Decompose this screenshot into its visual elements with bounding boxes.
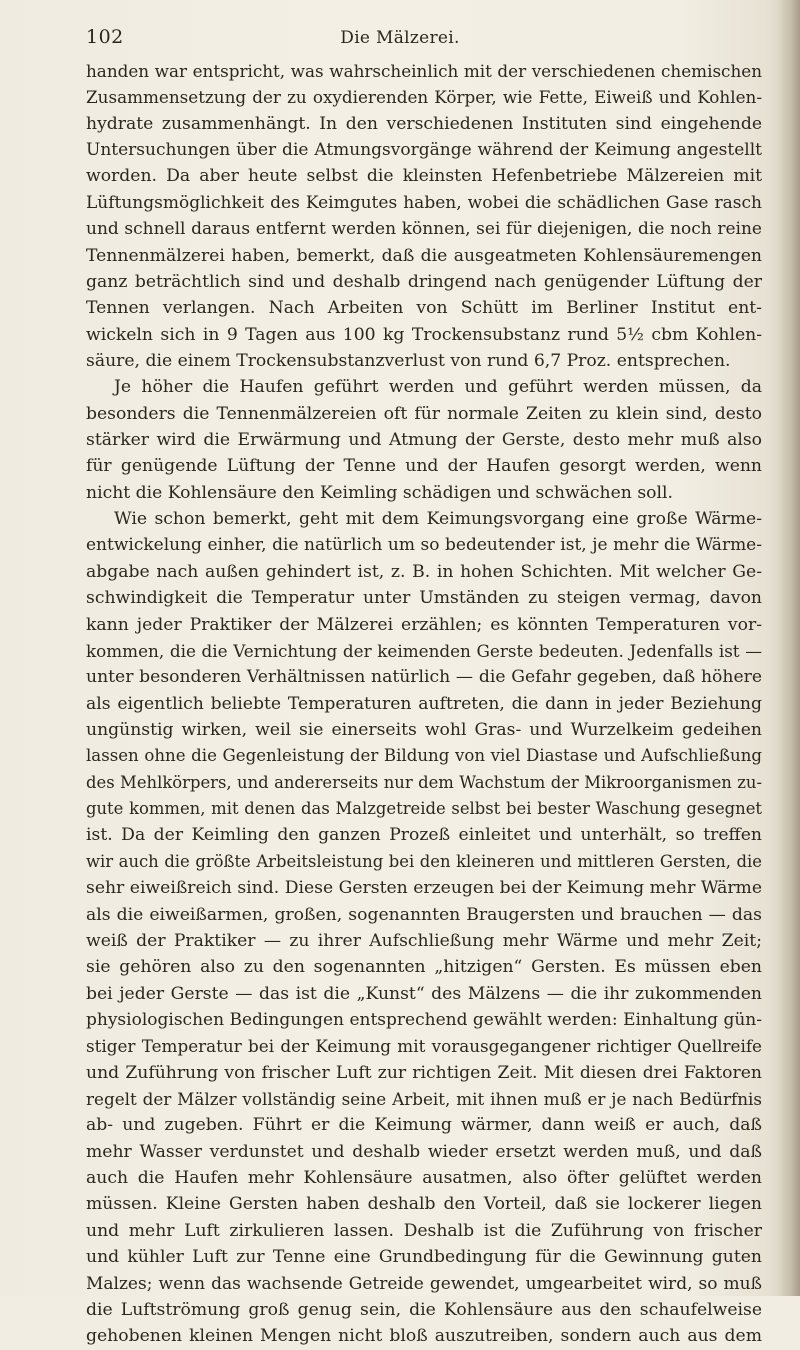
text-line: und schnell daraus entfernt werden können, sei für diejenigen, die noch reine xyxy=(86,219,762,240)
text-line: schwindigkeit die Temperatur unter Umständen zu steigen vermag, davon xyxy=(86,588,762,609)
text-line: worden. Da aber heute selbst die kleinsten Hefenbetriebe Mälzereien mit xyxy=(86,166,762,187)
text-line: nicht die Kohlensäure den Keimling schädigen und schwächen soll. xyxy=(86,482,673,503)
text-line: besonders die Tennenmälzereien oft für normale Zeiten zu klein sind, desto xyxy=(86,403,762,424)
text-line: Zusammensetzung der zu oxydierenden Körper, wie Fette, Eiweiß und Kohlen- xyxy=(86,87,762,108)
text-line: sie gehören also zu den sogenannten „hitzigen“ Gersten. Es müssen eben xyxy=(86,957,762,978)
text-line: gute kommen, mit denen das Malzgetreide selbst bei bester Waschung gesegnet xyxy=(86,799,762,819)
text-line: als die eiweißarmen, großen, sogenannten Braugersten und brauchen — das xyxy=(86,904,762,925)
text-line: ist. Da der Keimling den ganzen Prozeß einleitet und unterhält, so treffen xyxy=(86,825,762,846)
text-line: sehr eiweißreich sind. Diese Gersten erzeugen bei der Keimung mehr Wärme xyxy=(86,878,762,899)
text-line: physiologischen Bedingungen entsprechend gewählt werden: Einhaltung gün- xyxy=(86,1009,762,1030)
text-line: abgabe nach außen gehindert ist, z. B. in hohen Schichten. Mit welcher Ge- xyxy=(86,561,762,582)
text-line: lassen ohne die Gegenleistung der Bildung von viel Diastase und Aufschließung xyxy=(86,746,762,766)
text-line: Je höher die Haufen geführt werden und geführt werden müssen, da xyxy=(114,377,762,398)
text-line: auch die Haufen mehr Kohlensäure ausatmen, also öfter gelüftet werden xyxy=(86,1168,762,1189)
text-line: hydrate zusammenhängt. In den verschiedenen Instituten sind eingehende xyxy=(86,113,762,134)
text-line: Tennenmälzerei haben, bemerkt, daß die ausgeatmeten Kohlensäuremengen xyxy=(86,245,762,266)
text-line: wir auch die größte Arbeitsleistung bei den kleineren und mittleren Gersten, die xyxy=(86,851,762,871)
page-number: 102 xyxy=(86,26,124,48)
text-line: regelt der Mälzer vollständig seine Arbeit, mit ihnen muß er je nach Bedürfnis xyxy=(86,1089,762,1110)
text-line: handen war entspricht, was wahrscheinlich mit der verschiedenen chemischen xyxy=(86,61,762,81)
text-line: mehr Wasser verdunstet und deshalb wieder ersetzt werden muß, und daß xyxy=(86,1141,762,1162)
text-line: wickeln sich in 9 Tagen aus 100 kg Trockensubstanz rund 5½ cbm Kohlen- xyxy=(86,324,762,345)
text-line: und kühler Luft zur Tenne eine Grundbedingung für die Gewinnung guten xyxy=(86,1247,762,1268)
body-text xyxy=(86,58,762,1350)
text-line: des Mehlkörpers, und andererseits nur dem Wachstum der Mikroorganismen zu- xyxy=(86,772,762,792)
text-line: für genügende Lüftung der Tenne und der Haufen gesorgt werden, wenn xyxy=(86,456,762,477)
text-line: weiß der Praktiker — zu ihrer Aufschließung mehr Wärme und mehr Zeit; xyxy=(86,930,762,951)
text-line: stärker wird die Erwärmung und Atmung der Gerste, desto mehr muß also xyxy=(86,430,762,451)
text-line: ganz beträchtlich sind und deshalb dringend nach genügender Lüftung der xyxy=(86,271,762,292)
page-edge-shadow xyxy=(778,0,800,1296)
text-line: und Zuführung von frischer Luft zur richtigen Zeit. Mit diesen drei Faktoren xyxy=(86,1062,762,1083)
text-line: bei jeder Gerste — das ist die „Kunst“ des Mälzens — die ihr zukommenden xyxy=(86,983,762,1004)
text-line: kommen, die die Vernichtung der keimenden Gerste bedeuten. Jedenfalls ist — xyxy=(86,640,762,661)
text-line: Malzes; wenn das wachsende Getreide gewendet, umgearbeitet wird, so muß xyxy=(86,1273,762,1294)
text-line: ungünstig wirken, weil sie einerseits wohl Gras- und Wurzelkeim gedeihen xyxy=(86,719,762,740)
text-line: und mehr Luft zirkulieren lassen. Deshalb ist die Zuführung von frischer xyxy=(86,1220,762,1241)
text-line: Lüftungsmöglichkeit des Keimgutes haben, wobei die schädlichen Gase rasch xyxy=(86,192,762,213)
text-line: gehobenen kleinen Mengen nicht bloß auszutreiben, sondern auch aus dem xyxy=(86,1326,762,1347)
running-head: Die Mälzerei. xyxy=(340,28,460,48)
text-line: Tennen verlangen. Nach Arbeiten von Schütt im Berliner Institut ent- xyxy=(86,298,762,319)
text-line: säure, die einem Trockensubstanzverlust von rund 6,7 Proz. entsprechen. xyxy=(86,350,731,371)
text-line: als eigentlich beliebte Temperaturen auftreten, die dann in jeder Beziehung xyxy=(86,693,762,714)
text-line: die Luftströmung groß genug sein, die Kohlensäure aus den schaufelweise xyxy=(86,1299,762,1320)
text-line: stiger Temperatur bei der Keimung mit vorausgegangener richtiger Quellreife xyxy=(86,1036,762,1057)
text-line: Wie schon bemerkt, geht mit dem Keimungsvorgang eine große Wärme- xyxy=(114,509,762,530)
text-line: unter besonderen Verhältnissen natürlich — die Gefahr gegeben, daß höhere xyxy=(86,667,762,688)
text-line: entwickelung einher, die natürlich um so bedeutender ist, je mehr die Wärme- xyxy=(86,535,762,556)
text-line: müssen. Kleine Gersten haben deshalb den Vorteil, daß sie lockerer liegen xyxy=(86,1194,762,1215)
text-line: ab- und zugeben. Führt er die Keimung wärmer, dann weiß er auch, daß xyxy=(86,1115,762,1136)
text-line: Untersuchungen über die Atmungsvorgänge während der Keimung angestellt xyxy=(86,140,762,161)
text-line: kann jeder Praktiker der Mälzerei erzählen; es könnten Temperaturen vor- xyxy=(86,614,762,635)
